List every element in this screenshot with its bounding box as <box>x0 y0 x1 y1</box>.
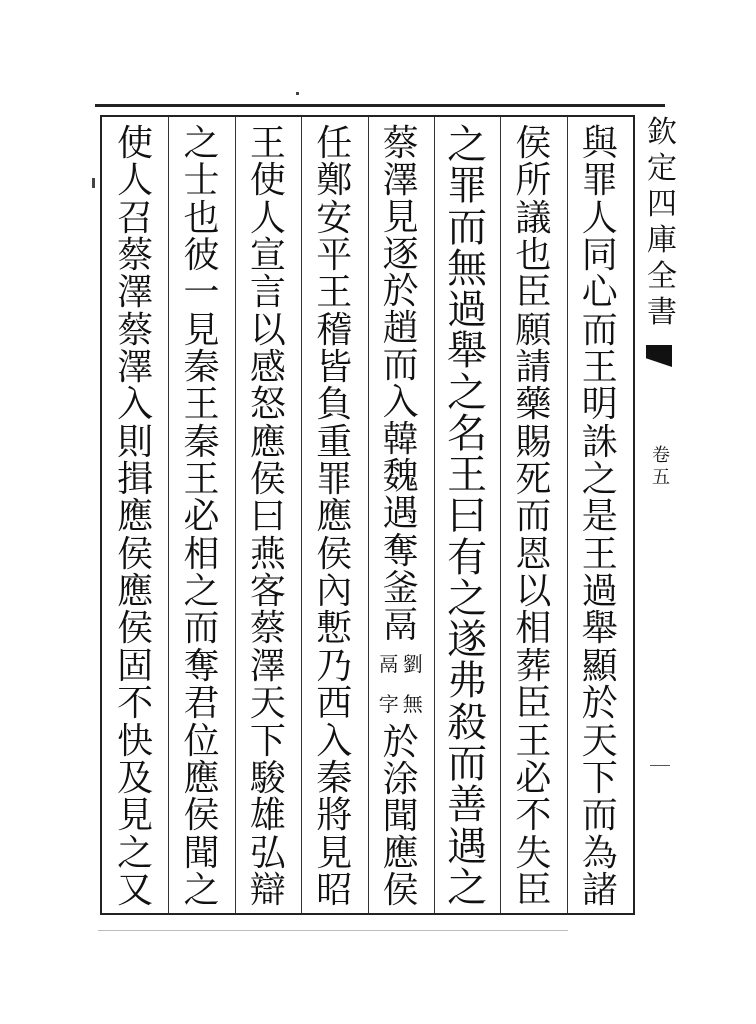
text-char: 是 <box>581 496 618 538</box>
text-char: 將 <box>316 795 353 837</box>
text-char: 秦 <box>183 421 220 463</box>
margin-tick <box>650 765 670 766</box>
text-char: 臣 <box>515 683 552 725</box>
column-divider <box>500 117 501 913</box>
text-char: 見 <box>117 795 154 837</box>
text-char: 則 <box>117 421 154 463</box>
text-char: 不 <box>117 683 154 725</box>
text-char: 揖 <box>117 459 154 501</box>
text-char: 舉 <box>581 608 618 650</box>
text-char: 以 <box>515 571 552 613</box>
text-char: 議 <box>515 197 552 239</box>
text-char: 鬲 <box>382 604 419 646</box>
text-char: 士 <box>183 160 220 202</box>
note-left-line <box>379 644 399 724</box>
text-char: 名 <box>447 410 488 457</box>
text-char: 之 <box>447 575 488 622</box>
text-char: 於 <box>581 683 618 725</box>
text-char: 諸 <box>581 869 618 911</box>
text-char: 任 <box>316 123 353 164</box>
text-char: 澤 <box>249 645 286 687</box>
text-char: 侯 <box>316 533 353 575</box>
text-char: 蔡 <box>117 235 154 277</box>
text-char: 入 <box>382 382 419 424</box>
text-char: 而 <box>581 795 618 837</box>
text-char: 昭 <box>316 869 353 911</box>
text-char: 下 <box>249 720 286 762</box>
text-char: 王 <box>581 533 618 575</box>
text-char: 王 <box>316 272 353 314</box>
text-char: 侯 <box>117 533 154 575</box>
text-char: 之 <box>581 459 618 501</box>
text-char: 聞 <box>183 832 220 874</box>
text-column <box>306 125 362 909</box>
text-char: 慙 <box>316 608 353 650</box>
text-char: 必 <box>515 757 552 799</box>
text-char: 弘 <box>249 832 286 874</box>
text-char: 蔡 <box>382 123 419 164</box>
text-char: 也 <box>515 235 552 277</box>
text-char: 涂 <box>382 758 419 800</box>
text-char: 侯 <box>117 608 154 650</box>
text-char: 與 <box>581 123 618 164</box>
column-divider <box>368 117 369 913</box>
text-char: 王 <box>447 452 488 499</box>
bottom-shadow-line <box>98 930 568 931</box>
text-char: 過 <box>447 287 488 334</box>
text-char: 舉 <box>447 328 488 375</box>
text-char: 藥 <box>515 384 552 426</box>
text-char: 快 <box>117 720 154 762</box>
text-frame <box>100 115 635 915</box>
text-char: 無 <box>402 691 423 716</box>
text-char: 弗 <box>447 658 488 705</box>
text-char: 位 <box>183 720 220 762</box>
text-char: 而 <box>183 608 220 650</box>
text-char: 應 <box>183 757 220 799</box>
text-column <box>439 122 495 911</box>
text-char: 於 <box>382 271 419 313</box>
text-char: 罪 <box>316 459 353 501</box>
text-char: 天 <box>249 683 286 725</box>
note-right-line <box>403 644 423 724</box>
text-char: 王 <box>249 123 286 164</box>
text-char: 侯 <box>382 869 419 911</box>
text-char: 應 <box>117 496 154 538</box>
text-char: 同 <box>581 235 618 277</box>
text-char: 王 <box>183 384 220 426</box>
text-char: 定 <box>647 151 677 186</box>
text-char: 之 <box>117 832 154 874</box>
text-char: 葬 <box>515 645 552 687</box>
top-border-rule <box>95 104 665 107</box>
text-char: 彼 <box>183 235 220 277</box>
text-char: 曰 <box>249 496 286 538</box>
text-char: 為 <box>581 832 618 874</box>
text-char: 負 <box>316 384 353 426</box>
text-char: 人 <box>117 160 154 202</box>
text-char: 殺 <box>447 699 488 746</box>
text-char: 曰 <box>447 493 488 540</box>
column-divider <box>301 117 302 913</box>
text-char: 王 <box>515 720 552 762</box>
text-char: 辯 <box>249 869 286 911</box>
page-margin <box>642 115 682 915</box>
text-char: 入 <box>316 720 353 762</box>
text-char: 誅 <box>581 421 618 463</box>
text-char: 善 <box>447 782 488 829</box>
text-char: 王 <box>183 459 220 501</box>
text-char: 於 <box>382 721 419 763</box>
text-char: 澤 <box>382 160 419 202</box>
text-column <box>174 125 230 909</box>
text-char: 五 <box>652 467 670 488</box>
text-char: 而 <box>515 496 552 538</box>
text-char: 見 <box>382 197 419 239</box>
text-char: 澤 <box>117 347 154 389</box>
text-char: 固 <box>117 645 154 687</box>
text-char: 而 <box>447 740 488 787</box>
text-char: 內 <box>316 571 353 613</box>
text-char: 西 <box>316 683 353 725</box>
text-char: 平 <box>316 235 353 277</box>
book-title <box>642 115 682 331</box>
text-char: 皆 <box>316 347 353 389</box>
text-char: 雄 <box>249 795 286 837</box>
text-char: 聞 <box>382 795 419 837</box>
text-char: 稽 <box>316 309 353 351</box>
text-char: 書 <box>647 295 677 330</box>
text-char: 相 <box>183 533 220 575</box>
text-char: 君 <box>183 683 220 725</box>
text-char: 失 <box>515 832 552 874</box>
text-char: 見 <box>183 309 220 351</box>
text-char: 必 <box>183 496 220 538</box>
volume-number <box>652 445 670 489</box>
text-char: 之 <box>183 869 220 911</box>
text-char: 澤 <box>117 272 154 314</box>
text-char: 一 <box>183 272 220 314</box>
text-char: 而 <box>382 345 419 387</box>
text-char: 鄭 <box>316 160 353 202</box>
text-char: 死 <box>515 459 552 501</box>
column-divider <box>235 117 236 913</box>
text-char: 使 <box>249 160 286 202</box>
text-char: 及 <box>117 757 154 799</box>
text-char: 之 <box>447 369 488 416</box>
text-char: 遇 <box>382 493 419 535</box>
text-char: 韓 <box>382 419 419 461</box>
text-char: 罪 <box>447 163 488 210</box>
text-char: 奪 <box>183 645 220 687</box>
fishtail-mark-icon <box>646 345 672 367</box>
text-char: 劉 <box>402 651 423 676</box>
text-char: 蔡 <box>117 309 154 351</box>
text-char: 所 <box>515 160 552 202</box>
text-char: 王 <box>581 347 618 389</box>
text-column <box>240 125 296 909</box>
text-char: 明 <box>581 384 618 426</box>
text-char: 天 <box>581 720 618 762</box>
text-char: 秦 <box>183 347 220 389</box>
text-char: 庫 <box>647 223 677 258</box>
interlinear-note <box>379 644 423 724</box>
text-char: 四 <box>647 187 677 222</box>
text-char: 宣 <box>249 235 286 277</box>
text-char: 無 <box>447 245 488 292</box>
text-char: 又 <box>117 869 154 911</box>
text-char: 燕 <box>249 533 286 575</box>
text-char: 趙 <box>382 308 419 350</box>
text-char: 有 <box>447 534 488 581</box>
text-column <box>572 125 628 909</box>
text-char: 應 <box>249 421 286 463</box>
text-char: 安 <box>316 197 353 239</box>
text-char: 奪 <box>382 530 419 572</box>
ink-speck <box>296 92 299 95</box>
text-char: 字 <box>378 691 399 716</box>
text-char: 而 <box>447 204 488 251</box>
text-char: 怒 <box>249 384 286 426</box>
text-char: 見 <box>316 832 353 874</box>
text-char: 言 <box>249 272 286 314</box>
text-char: 侯 <box>249 459 286 501</box>
text-char: 也 <box>183 197 220 239</box>
text-char: 願 <box>515 309 552 351</box>
text-char: 鬲 <box>378 651 399 676</box>
text-char: 召 <box>117 197 154 239</box>
text-char: 以 <box>249 309 286 351</box>
text-char: 人 <box>249 197 286 239</box>
text-column <box>505 125 561 909</box>
text-char: 之 <box>447 122 488 168</box>
text-char: 相 <box>515 608 552 650</box>
text-char: 入 <box>117 384 154 426</box>
column-divider <box>168 117 169 913</box>
text-char: 賜 <box>515 421 552 463</box>
text-char: 遂 <box>447 617 488 664</box>
text-char: 秦 <box>316 757 353 799</box>
text-char: 應 <box>117 571 154 613</box>
text-char: 不 <box>515 795 552 837</box>
text-char: 人 <box>581 197 618 239</box>
text-char: 應 <box>382 832 419 874</box>
text-char: 乃 <box>316 645 353 687</box>
text-char: 過 <box>581 571 618 613</box>
column-divider <box>567 117 568 913</box>
text-char: 心 <box>581 272 618 314</box>
text-char: 使 <box>117 123 154 164</box>
text-char: 客 <box>249 571 286 613</box>
text-char: 駿 <box>249 757 286 799</box>
text-char: 欽 <box>647 115 677 150</box>
text-char: 下 <box>581 757 618 799</box>
text-column <box>107 125 163 909</box>
text-char: 恩 <box>515 533 552 575</box>
text-char: 釜 <box>382 567 419 609</box>
ink-speck <box>92 178 95 188</box>
text-char: 魏 <box>382 456 419 498</box>
text-char: 顯 <box>581 645 618 687</box>
text-char: 全 <box>647 259 677 294</box>
text-char: 感 <box>249 347 286 389</box>
text-char: 請 <box>515 347 552 389</box>
text-char: 之 <box>183 571 220 613</box>
text-column <box>373 125 429 909</box>
text-char: 應 <box>316 496 353 538</box>
text-char: 臣 <box>515 272 552 314</box>
column-divider <box>434 117 435 913</box>
text-char: 重 <box>316 421 353 463</box>
text-char: 之 <box>447 864 488 911</box>
text-char: 蔡 <box>249 608 286 650</box>
text-char: 遇 <box>447 823 488 870</box>
text-char: 侯 <box>515 123 552 164</box>
text-char: 之 <box>183 123 220 164</box>
text-char: 卷 <box>652 445 670 466</box>
text-char: 逐 <box>382 234 419 276</box>
text-char: 而 <box>581 309 618 351</box>
text-char: 罪 <box>581 160 618 202</box>
text-char: 侯 <box>183 795 220 837</box>
text-char: 臣 <box>515 869 552 911</box>
